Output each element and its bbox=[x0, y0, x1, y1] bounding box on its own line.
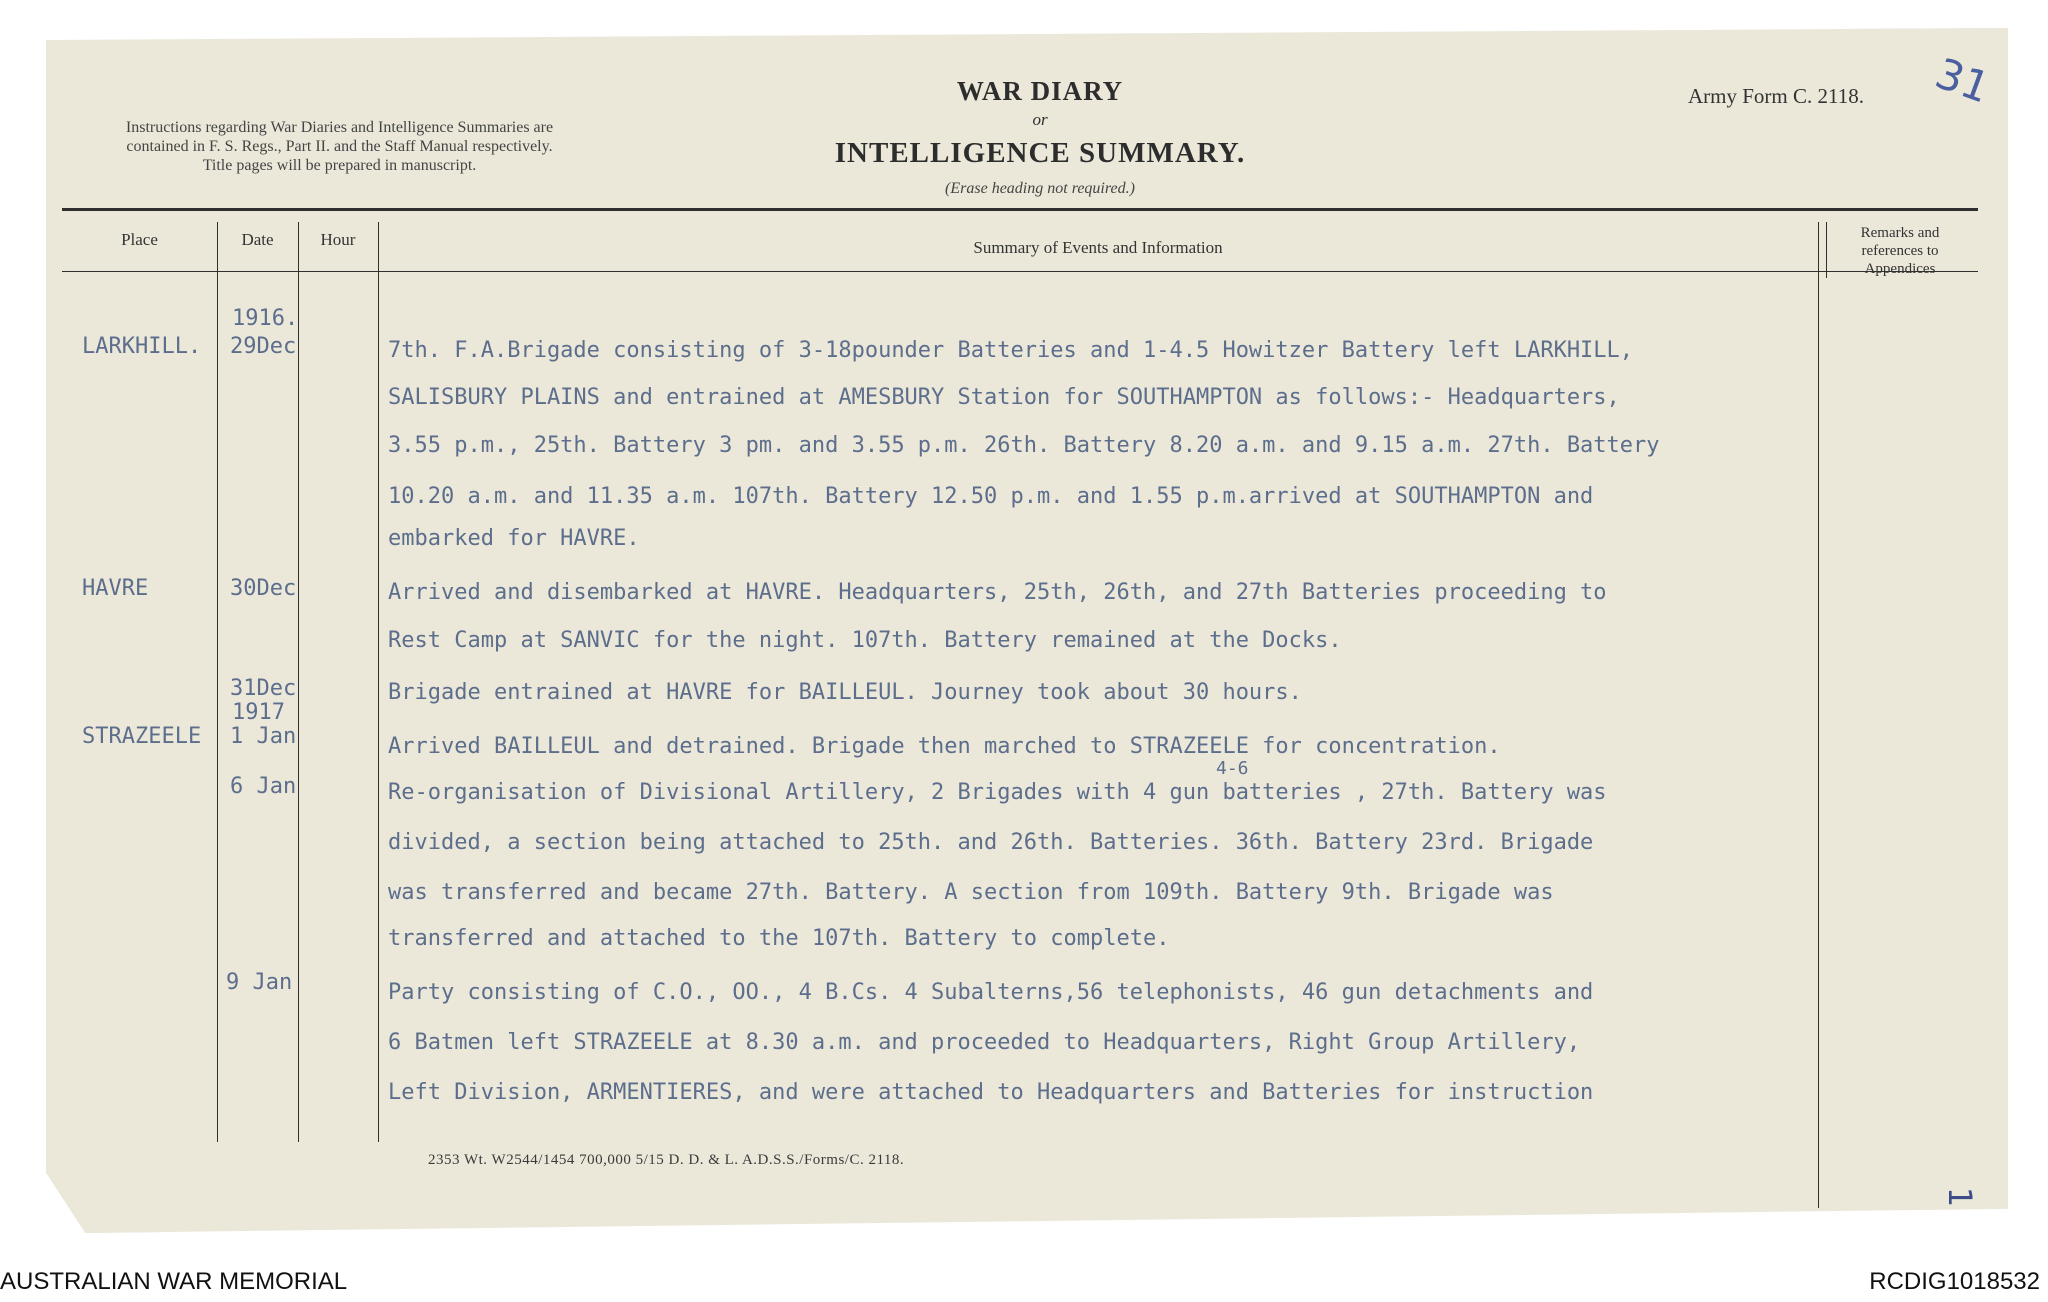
summary-line: Arrived and disembarked at HAVRE. Headquarters, 25th, 26th, and 27th Batteries proceeding to bbox=[388, 580, 1607, 605]
column-summary: Summary of Events and Information bbox=[973, 238, 1223, 257]
date-1916: 1916. bbox=[232, 306, 299, 331]
header-rule bbox=[62, 208, 1978, 211]
summary-line: 3.55 p.m., 25th. Battery 3 pm. and 3.55 p.m. 26th. Battery 8.20 a.m. and 9.15 a.m. 27th. Battery bbox=[388, 433, 1660, 458]
column-remarks: Remarks and references to Appendices bbox=[1860, 225, 1940, 277]
page-number: 31 bbox=[1929, 48, 1997, 113]
summary-title: INTELLIGENCE SUMMARY. bbox=[834, 137, 1246, 169]
army-form-number: Army Form C. 2118. bbox=[1688, 84, 1864, 108]
caption-right: RCDIG1018532 bbox=[1869, 1268, 2040, 1295]
date-31dec: 31Dec bbox=[230, 676, 297, 701]
hour-summary-divider bbox=[378, 222, 379, 1142]
column-date: Date bbox=[241, 230, 274, 249]
form-footprint: 2353 Wt. W2544/1454 700,000 5/15 D. D. & L. A.D.S.S./Forms/C. 2118. bbox=[428, 1152, 905, 1168]
column-hour: Hour bbox=[320, 230, 356, 249]
place-strazeele: STRAZEELE bbox=[82, 724, 202, 749]
erase-note: (Erase heading not required.) bbox=[945, 180, 1135, 197]
superscript-correction: 4-6 bbox=[1216, 758, 1249, 779]
summary-line: Arrived BAILLEUL and detrained. Brigade then marched to STRAZEELE for concentration. bbox=[388, 734, 1501, 759]
summary-line: Party consisting of C.O., OO., 4 B.Cs. 4 Subalterns,56 telephonists, 46 gun detachments and bbox=[388, 980, 1594, 1005]
summary-line: Left Division, ARMENTIERES, and were attached to Headquarters and Batteries for instruction bbox=[388, 1080, 1594, 1105]
summary-remarks-divider bbox=[1818, 222, 1819, 1208]
date-6jan: 6 Jan bbox=[230, 774, 297, 799]
summary-line: 10.20 a.m. and 11.35 a.m. 107th. Battery 12.50 p.m. and 1.55 p.m.arrived at SOUTHAMPTON and bbox=[388, 484, 1594, 509]
summary-line: 7th. F.A.Brigade consisting of 3-18pounder Batteries and 1-4.5 Howitzer Battery left LARKHILL, bbox=[388, 338, 1634, 363]
summary-line: Brigade entrained at HAVRE for BAILLEUL. Journey took about 30 hours. bbox=[388, 680, 1302, 705]
instructions-note: Instructions regarding War Diaries and Intelligence Summaries are contained in F. S. Regs., Part II. and the Staff Manual respectively. Title pages will be prepared in manuscript. bbox=[125, 119, 554, 174]
summary-line: Rest Camp at SANVIC for the night. 107th. Battery remained at the Docks. bbox=[388, 628, 1342, 653]
summary-line: transferred and attached to the 107th. Battery to complete. bbox=[388, 926, 1170, 951]
date-1jan: 1 Jan bbox=[230, 724, 297, 749]
date-9jan: 9 Jan bbox=[226, 970, 293, 995]
summary-line: was transferred and became 27th. Battery. A section from 109th. Battery 9th. Brigade was bbox=[388, 880, 1554, 905]
diary-title: WAR DIARY bbox=[956, 76, 1124, 106]
place-havre: HAVRE bbox=[82, 576, 149, 601]
column-place: Place bbox=[121, 230, 158, 249]
summary-line: embarked for HAVRE. bbox=[388, 526, 640, 551]
title-or: or bbox=[1032, 110, 1048, 129]
column-header-rule bbox=[62, 271, 1978, 272]
corner-mark: 1 bbox=[1941, 1186, 1980, 1208]
caption-left: AUSTRALIAN WAR MEMORIAL bbox=[0, 1268, 348, 1295]
summary-line: divided, a section being attached to 25th. and 26th. Batteries. 36th. Battery 23rd. Brigade bbox=[388, 830, 1594, 855]
date-1917: 1917 bbox=[232, 700, 285, 725]
remarks-double-line bbox=[1826, 222, 1827, 278]
place-larkhill: LARKHILL. bbox=[82, 334, 202, 359]
summary-line: Re-organisation of Divisional Artillery, 2 Brigades with 4 gun batteries , 27th. Battery was bbox=[388, 780, 1607, 805]
date-30dec: 30Dec bbox=[230, 576, 297, 601]
place-date-divider bbox=[217, 222, 218, 1142]
date-hour-divider bbox=[298, 222, 299, 1142]
summary-line: 6 Batmen left STRAZEELE at 8.30 a.m. and proceeded to Headquarters, Right Group Artillery, bbox=[388, 1030, 1581, 1055]
date-29dec: 29Dec bbox=[230, 334, 297, 359]
summary-line: SALISBURY PLAINS and entrained at AMESBURY Station for SOUTHAMPTON as follows:- Headquarters, bbox=[388, 385, 1620, 410]
